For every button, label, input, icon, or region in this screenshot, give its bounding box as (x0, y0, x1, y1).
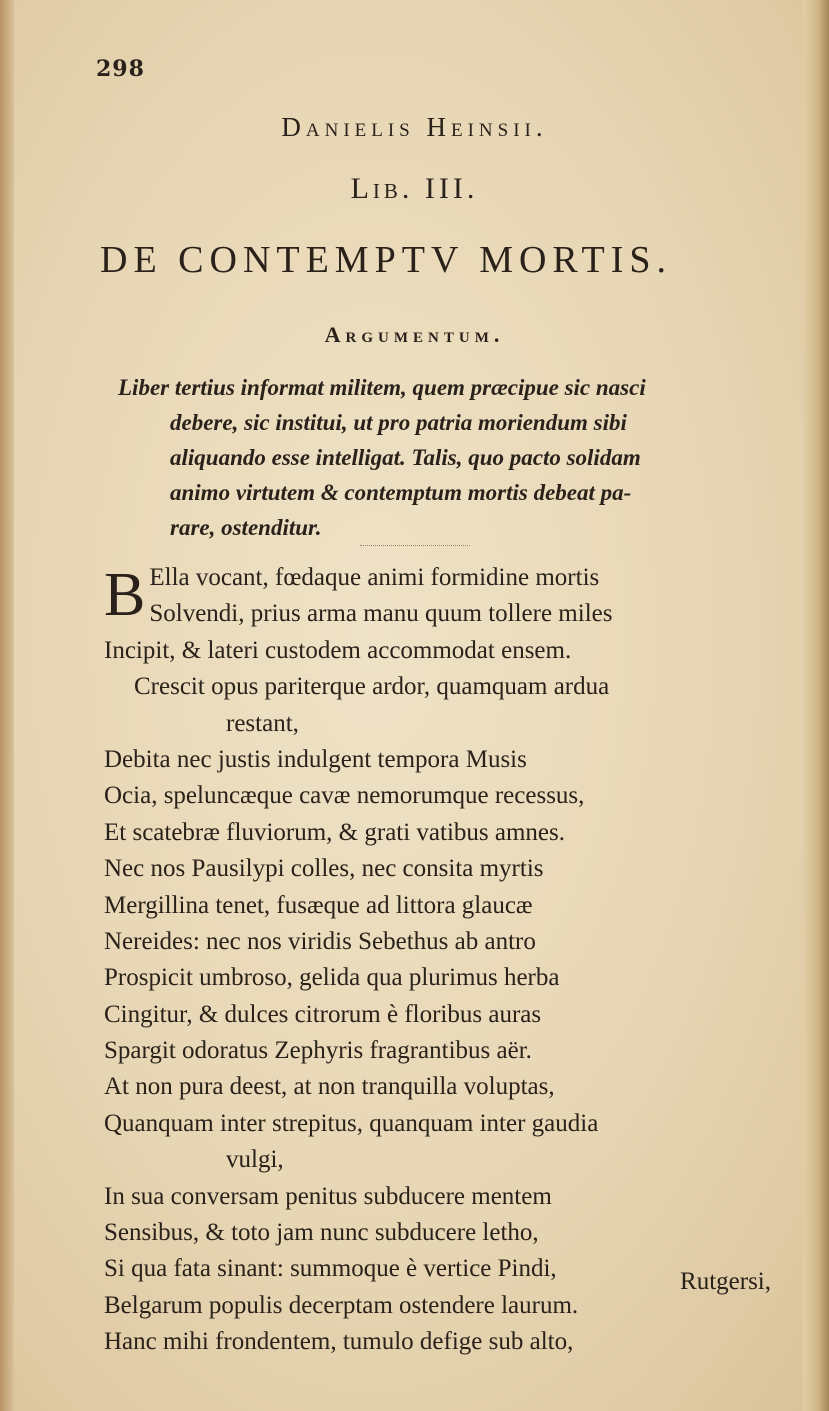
verse-line: Ella vocant, fœdaque animi formidine mortis (149, 564, 600, 591)
verse-line: Cingitur, & dulces citrorum è floribus auras (104, 1000, 542, 1028)
verse-line: Belgarum populis decerptam ostendere laurum. (104, 1291, 579, 1319)
verse-line: In sua conversam penitus subducere mentem (104, 1182, 552, 1210)
verse-line: Nereides: nec nos viridis Sebethus ab antro (104, 927, 536, 955)
verse-line: At non pura deest, at non tranquilla voluptas, (104, 1073, 555, 1101)
verse-line: Ocia, speluncæque cavæ nemorumque recessus, (104, 782, 585, 810)
verse-line: Mergillina tenet, fusæque ad littora glaucæ (104, 891, 533, 919)
verse-line: Crescit opus pariterque ardor, quamquam ardua (134, 673, 610, 701)
page-number: 298 (96, 56, 145, 82)
argument-block (118, 370, 798, 545)
section-divider (360, 545, 470, 546)
catchword: Rutgersi, (680, 1268, 771, 1295)
verse-line: Et scatebræ fluviorum, & grati vatibus amnes. (104, 818, 566, 846)
poem-title: DE CONTEMPTV MORTIS. (100, 239, 672, 281)
verse-line-continuation: vulgi, (226, 1146, 284, 1174)
argument-line: Liber tertius informat militem, quem præcipue sic nasci (118, 375, 646, 400)
verse-line: Nec nos Pausilypi colles, nec consita myrtis (104, 855, 544, 883)
page-edge (803, 0, 829, 1411)
verse-block (104, 560, 784, 1361)
verse-line: Prospicit umbroso, gelida qua plurimus herba (104, 964, 560, 992)
verse-line: Spargit odoratus Zephyris fragrantibus aër. (104, 1037, 532, 1065)
verse-line: Si qua fata sinant: summoque è vertice Pindi, (104, 1255, 557, 1283)
argument-line: rare, ostenditur. (170, 515, 322, 540)
verse-line-continuation: restant, (226, 709, 299, 737)
page-gutter (0, 0, 14, 1411)
running-head: Danielis Heinsii. (281, 112, 548, 142)
verse-line: Hanc mihi frondentem, tumulo defige sub alto, (104, 1328, 574, 1356)
drop-cap: B (104, 561, 146, 629)
argument-line: aliquando esse intelligat. Talis, quo pacto solidam (170, 445, 641, 470)
book-number: Lib. III. (350, 172, 479, 205)
verse-line: Sensibus, & toto jam nunc subducere letho, (104, 1219, 539, 1247)
argument-line: animo virtutem & contemptum mortis debeat pa- (170, 480, 632, 505)
verse-line: Debita nec justis indulgent tempora Musis (104, 745, 527, 773)
argument-heading: Argumentum. (324, 322, 505, 347)
verse-line: Incipit, & lateri custodem accommodat ensem. (104, 636, 572, 664)
argument-line: debere, sic institui, ut pro patria moriendum sibi (170, 410, 627, 435)
verse-line: Quanquam inter strepitus, quanquam inter gaudia (104, 1109, 599, 1137)
verse-line: Solvendi, prius arma manu quum tollere miles (149, 600, 613, 628)
